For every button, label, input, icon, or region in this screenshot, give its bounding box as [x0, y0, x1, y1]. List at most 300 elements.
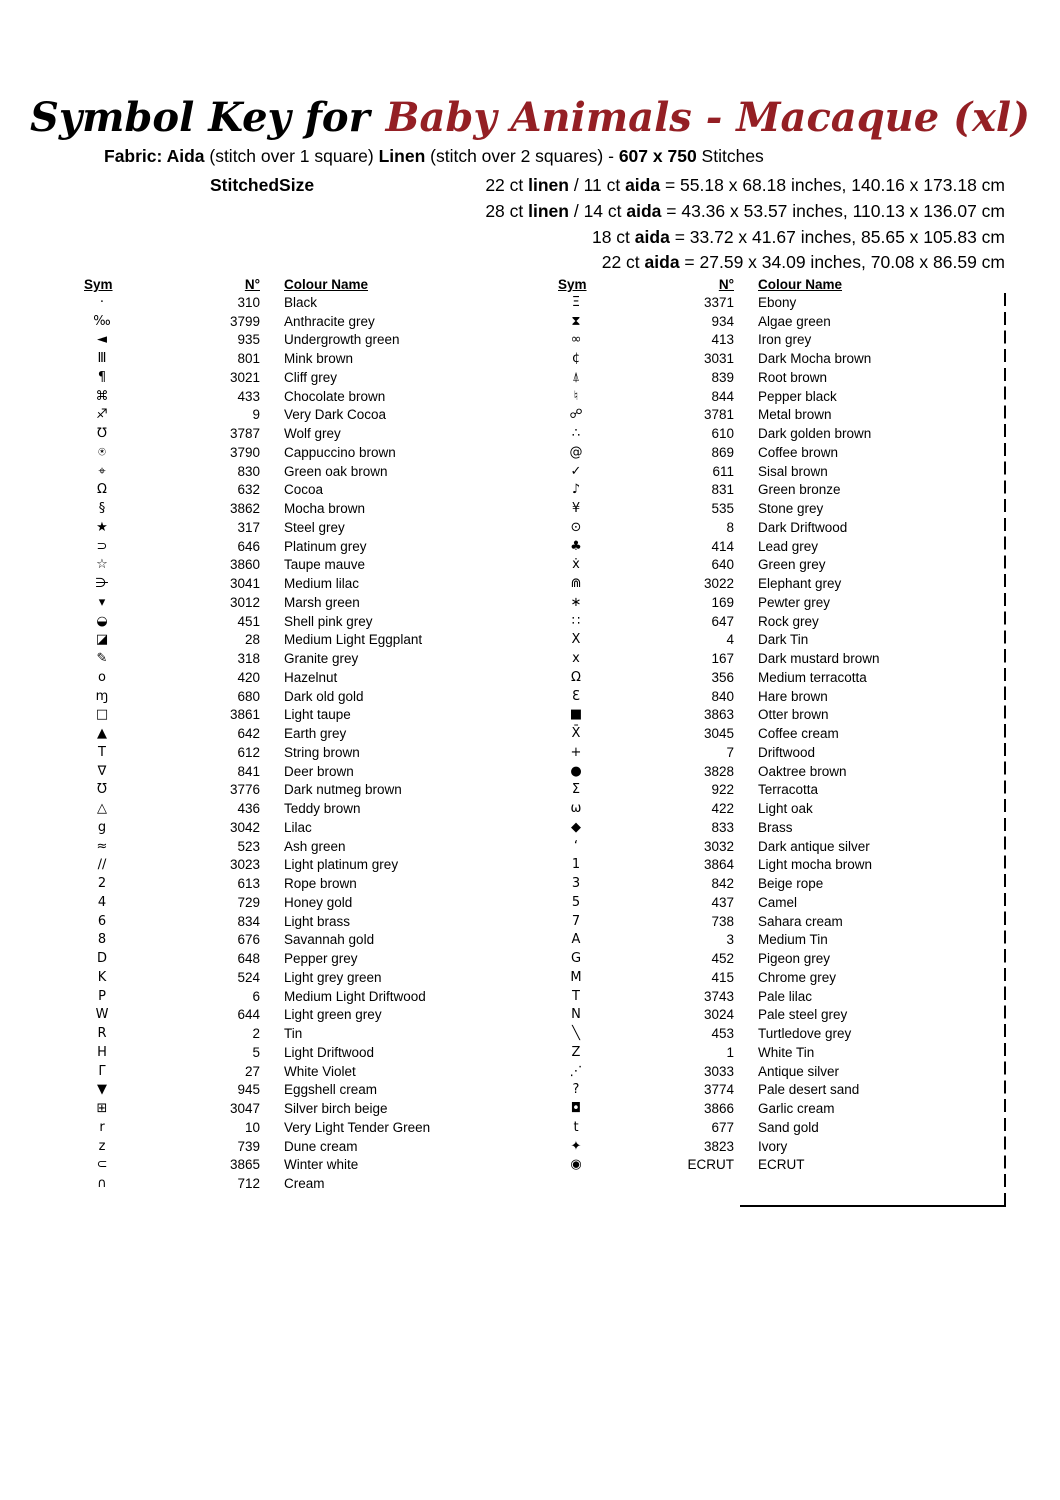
colour-name-cell: Cream — [284, 1176, 325, 1192]
key-row — [558, 312, 958, 331]
key-row — [84, 1174, 484, 1193]
colour-name-cell: Teddy brown — [284, 801, 361, 817]
colour-name-cell: Coffee cream — [758, 726, 839, 742]
symbol-cell: ✦ — [570, 1138, 582, 1154]
number-cell: 833 — [711, 819, 734, 835]
number-cell: 413 — [711, 332, 734, 348]
key-row — [84, 912, 484, 931]
colour-name-cell: Medium Light Driftwood — [284, 988, 426, 1004]
symbol-cell: ∞ — [570, 332, 582, 348]
colour-name-cell: Dark golden brown — [758, 426, 872, 442]
key-row — [558, 1006, 958, 1025]
colour-name-header: Colour Name — [284, 277, 369, 292]
number-cell: 436 — [237, 801, 260, 817]
page-title — [0, 94, 1060, 141]
key-row — [558, 556, 958, 575]
number-cell: 3864 — [703, 857, 734, 873]
symbol-cell: ◘ — [570, 1101, 582, 1117]
colour-name-cell: Cocoa — [284, 482, 324, 498]
number-cell: 3828 — [703, 763, 734, 779]
key-row — [84, 518, 484, 537]
number-cell: 318 — [237, 651, 260, 667]
key-row — [558, 668, 958, 687]
stitched-size-segment: 28 ct — [485, 200, 529, 221]
table-bottom-border — [740, 1205, 1006, 1207]
symbol-cell: 7 — [571, 913, 581, 929]
number-cell: 9 — [252, 407, 260, 423]
symbol-cell: ω — [570, 801, 582, 817]
colour-name-cell: Pepper black — [758, 388, 837, 404]
symbol-cell: ∩ — [97, 1176, 107, 1192]
key-row — [558, 856, 958, 875]
key-row — [84, 987, 484, 1006]
symbol-cell: Ʊ — [97, 782, 107, 798]
number-cell: 945 — [237, 1082, 260, 1098]
symbol-cell: ◆ — [571, 819, 581, 835]
colour-name-cell: Winter white — [284, 1157, 359, 1173]
number-cell: 3031 — [703, 351, 734, 367]
number-cell: 613 — [237, 876, 260, 892]
key-row — [84, 856, 484, 875]
colour-name-cell: Black — [284, 294, 318, 310]
number-cell: 3032 — [703, 838, 734, 854]
symbol-cell: Ɛ — [572, 688, 580, 704]
colour-name-cell: Green grey — [758, 557, 826, 573]
key-row — [558, 949, 958, 968]
colour-name-cell: Shell pink grey — [284, 613, 373, 629]
symbol-cell: ⊙ — [570, 519, 582, 535]
colour-name-cell: Platinum grey — [284, 538, 367, 554]
colour-name-cell: Light green grey — [284, 1007, 382, 1023]
colour-name-cell: Elephant grey — [758, 576, 842, 592]
title-prefix: Symbol Key for — [29, 94, 370, 141]
number-cell: 28 — [244, 632, 260, 648]
stitched-size-segment: linen — [528, 200, 569, 221]
symbol-cell: ✓ — [570, 463, 582, 479]
symbol-cell: ▾ — [98, 594, 106, 610]
colour-name-cell: Savannah gold — [284, 932, 375, 948]
colour-name-cell: Chocolate brown — [284, 388, 386, 404]
colour-name-cell: Wolf grey — [284, 426, 341, 442]
number-cell: 3865 — [229, 1157, 260, 1173]
number-cell: 7 — [726, 744, 734, 760]
number-cell: 642 — [237, 726, 260, 742]
symbol-cell: 6 — [97, 913, 107, 929]
number-cell: 317 — [237, 519, 260, 535]
symbol-cell: X̄ — [571, 726, 581, 742]
key-row — [84, 387, 484, 406]
key-row — [84, 424, 484, 443]
key-row — [558, 612, 958, 631]
key-row — [84, 406, 484, 425]
colour-name-cell: Iron grey — [758, 332, 812, 348]
symbol-cell: □ — [95, 707, 109, 723]
key-row — [558, 968, 958, 987]
symbol-cell: H — [97, 1044, 107, 1060]
colour-name-cell: Pale desert sand — [758, 1082, 860, 1098]
symbol-cell: ● — [570, 763, 582, 779]
key-row — [84, 1062, 484, 1081]
key-row — [558, 518, 958, 537]
symbol-cell: 5 — [571, 894, 581, 910]
number-cell: 632 — [237, 482, 260, 498]
number-cell: 2 — [252, 1026, 260, 1042]
key-row — [84, 462, 484, 481]
colour-name-cell: Turtledove grey — [758, 1026, 852, 1042]
symbol-cell: Ⅹ — [571, 632, 581, 648]
symbol-cell: ɱ — [95, 688, 109, 704]
key-row — [558, 781, 958, 800]
key-row — [84, 837, 484, 856]
symbol-cell: N — [571, 1007, 581, 1023]
colour-name-cell: Brass — [758, 819, 793, 835]
colour-name-cell: Dune cream — [284, 1138, 358, 1154]
symbol-cell: ∗ — [570, 594, 582, 610]
colour-name-cell: Mocha brown — [284, 501, 366, 517]
colour-name-cell: Hare brown — [758, 688, 828, 704]
stitched-size-segment: = 55.18 x 68.18 inches, 140.16 x 173.18 cm — [660, 175, 1005, 195]
fabric-segment: 607 x 750 — [618, 146, 697, 166]
key-row — [558, 293, 958, 312]
key-row — [84, 968, 484, 987]
symbol-cell: x — [572, 651, 580, 667]
key-row — [558, 1024, 958, 1043]
symbol-cell: T — [572, 988, 580, 1004]
key-row — [84, 1156, 484, 1175]
symbol-cell: ◉ — [570, 1157, 582, 1173]
number-cell: 3863 — [703, 707, 734, 723]
number-cell: 437 — [711, 894, 734, 910]
colour-name-cell: Medium terracotta — [758, 669, 867, 685]
symbol-cell: ☆ — [96, 557, 108, 573]
symbol-cell: ‘ — [573, 838, 579, 854]
symbol-cell: P — [98, 988, 106, 1004]
number-cell: 6 — [252, 988, 260, 1004]
symbol-cell: D — [96, 951, 107, 967]
colour-name-cell: Light grey green — [284, 969, 382, 985]
stitched-size-line-4 — [485, 250, 1005, 276]
colour-name-cell: Green oak brown — [284, 463, 388, 479]
colour-name-cell: Antique silver — [758, 1063, 840, 1079]
key-row — [558, 631, 958, 650]
colour-name-cell: Sand gold — [758, 1119, 819, 1135]
number-cell: 841 — [237, 763, 260, 779]
key-row — [558, 481, 958, 500]
number-cell: 8 — [726, 519, 734, 535]
key-row — [558, 1156, 958, 1175]
symbol-cell: ╲ — [572, 1026, 580, 1042]
key-row — [558, 706, 958, 725]
key-row — [558, 1137, 958, 1156]
symbol-cell: o — [98, 669, 106, 685]
colour-name-cell: Silver birch beige — [284, 1101, 388, 1117]
key-row — [558, 368, 958, 387]
colour-name-cell: Sahara cream — [758, 913, 843, 929]
symbol-cell: Γ — [98, 1063, 106, 1079]
number-cell: 169 — [711, 594, 734, 610]
key-row — [558, 1081, 958, 1100]
stitched-size-segment: 18 ct — [591, 226, 635, 247]
number-cell: 10 — [244, 1119, 260, 1135]
colour-name-cell: Oaktree brown — [758, 763, 847, 779]
number-cell: 3776 — [229, 782, 260, 798]
number-cell: 934 — [711, 313, 734, 329]
colour-name-cell: Hazelnut — [284, 669, 338, 685]
key-row — [84, 537, 484, 556]
number-cell: 415 — [711, 969, 734, 985]
colour-name-cell: Pigeon grey — [758, 951, 831, 967]
symbol-cell: Ω — [571, 669, 581, 685]
symbol-cell: ? — [572, 1082, 580, 1098]
colour-name-cell: Lilac — [284, 819, 312, 835]
symbol-cell: A — [571, 932, 581, 948]
key-header-row — [558, 276, 958, 293]
symbol-cell: M — [570, 969, 582, 985]
colour-name-cell: Pepper grey — [284, 951, 358, 967]
symbol-cell: △ — [97, 801, 107, 817]
key-row — [84, 1043, 484, 1062]
symbol-cell: ◪ — [95, 632, 109, 648]
stitched-size-segment: 22 ct — [485, 175, 529, 195]
key-row — [84, 818, 484, 837]
number-cell: 4 — [726, 632, 734, 648]
colour-name-cell: Very Light Tender Green — [284, 1119, 431, 1135]
key-row — [84, 1118, 484, 1137]
key-row — [84, 593, 484, 612]
number-cell: 640 — [711, 557, 734, 573]
number-cell: 844 — [711, 388, 734, 404]
key-row — [84, 949, 484, 968]
symbol-cell: ‰ — [93, 313, 111, 329]
number-cell: 839 — [711, 369, 734, 385]
key-row — [558, 387, 958, 406]
colour-name-cell: Tin — [284, 1026, 303, 1042]
key-row — [84, 1137, 484, 1156]
number-cell: 830 — [237, 463, 260, 479]
colour-name-cell: Otter brown — [758, 707, 829, 723]
stitched-size-lines — [485, 173, 1005, 276]
colour-name-cell: Pale lilac — [758, 988, 813, 1004]
colour-name-cell: Coffee brown — [758, 444, 839, 460]
sym-header: Sym — [558, 276, 587, 292]
colour-name-cell: Sisal brown — [758, 463, 828, 479]
key-row — [84, 1099, 484, 1118]
key-row — [84, 649, 484, 668]
fabric-segment: (stitch over 1 square) — [204, 146, 379, 166]
symbol-cell: ♪ — [571, 482, 581, 498]
key-row — [558, 799, 958, 818]
symbol-cell: ◒ — [96, 613, 108, 629]
symbol-cell: 3 — [571, 876, 581, 892]
colour-name-cell: Very Dark Cocoa — [284, 407, 387, 423]
colour-name-cell: Marsh green — [284, 594, 360, 610]
number-cell: 3790 — [229, 444, 260, 460]
colour-name-cell: Chrome grey — [758, 969, 837, 985]
number-cell: 842 — [711, 876, 734, 892]
colour-name-cell: Deer brown — [284, 763, 354, 779]
symbol-cell: T — [98, 744, 106, 760]
symbol-cell: ♮ — [573, 388, 579, 404]
colour-name-cell: Eggshell cream — [284, 1082, 378, 1098]
colour-name-cell: Cappuccino brown — [284, 444, 396, 460]
number-cell: 3022 — [703, 576, 734, 592]
key-row — [84, 349, 484, 368]
number-cell: 677 — [711, 1119, 734, 1135]
number-cell: 3021 — [229, 369, 260, 385]
key-row — [84, 874, 484, 893]
number-cell: 612 — [237, 744, 260, 760]
colour-name-cell: White Tin — [758, 1044, 815, 1060]
key-row — [84, 1024, 484, 1043]
fabric-segment: Fabric: — [104, 146, 167, 166]
colour-name-cell: Pale steel grey — [758, 1007, 848, 1023]
symbol-cell: ♐ — [96, 407, 108, 423]
number-cell: 647 — [711, 613, 734, 629]
symbol-cell: K — [97, 969, 107, 985]
colour-name-cell: Dark antique silver — [758, 838, 870, 854]
colour-name-cell: Light taupe — [284, 707, 351, 723]
key-row — [558, 931, 958, 950]
colour-name-cell: Rope brown — [284, 876, 357, 892]
colour-name-cell: Ivory — [758, 1138, 788, 1154]
number-cell: 739 — [237, 1138, 260, 1154]
fabric-segment: (stitch over 2 squares) - — [425, 146, 619, 166]
key-row — [84, 631, 484, 650]
key-row — [84, 293, 484, 312]
key-row — [558, 837, 958, 856]
colour-name-cell: Metal brown — [758, 407, 832, 423]
stitched-size-segment: aida — [626, 200, 662, 221]
colour-name-cell: Algae green — [758, 313, 831, 329]
symbol-cell: g — [97, 819, 107, 835]
colour-name-cell: White Violet — [284, 1063, 356, 1079]
key-row — [558, 818, 958, 837]
key-row — [84, 706, 484, 725]
number-cell: 3866 — [703, 1101, 734, 1117]
key-row — [84, 1006, 484, 1025]
colour-name-cell: Medium Light Eggplant — [284, 632, 423, 648]
key-row — [558, 1043, 958, 1062]
symbol-cell: ⊃ — [96, 538, 108, 554]
key-row — [558, 687, 958, 706]
number-cell: 644 — [237, 1007, 260, 1023]
sym-header: Sym — [84, 276, 113, 292]
symbol-cell: ⧗ — [571, 313, 581, 329]
symbol-cell: Ω — [97, 482, 107, 498]
key-row — [558, 462, 958, 481]
number-cell: 3774 — [703, 1082, 734, 1098]
number-header: N° — [244, 277, 260, 292]
stitched-size-segment: = 43.36 x 53.57 inches, 110.13 x 136.07 cm — [661, 200, 1005, 221]
key-row — [84, 499, 484, 518]
colour-name-cell: Ebony — [758, 294, 797, 310]
symbol-cell: R — [97, 1026, 107, 1042]
number-cell: 3787 — [229, 426, 260, 442]
stitched-size-line-3 — [485, 225, 1005, 251]
symbol-cell: ⋰ — [569, 1063, 583, 1079]
colour-name-cell: ECRUT — [758, 1157, 805, 1173]
symbol-cell: ⊂ — [96, 1157, 108, 1173]
number-cell: 3024 — [703, 1007, 734, 1023]
number-cell: 523 — [237, 838, 260, 854]
number-cell: 356 — [711, 669, 734, 685]
colour-name-cell: Light platinum grey — [284, 857, 399, 873]
number-cell: 414 — [711, 538, 734, 554]
colour-name-cell: Taupe mauve — [284, 557, 366, 573]
number-cell: 524 — [237, 969, 260, 985]
number-header: N° — [718, 277, 734, 292]
number-cell: 452 — [711, 951, 734, 967]
key-row — [558, 424, 958, 443]
key-row — [84, 331, 484, 350]
number-cell: 834 — [237, 913, 260, 929]
symbol-cell: ≈ — [96, 838, 108, 854]
colour-name-cell: Anthracite grey — [284, 313, 375, 329]
number-cell: 3041 — [229, 576, 260, 592]
colour-name-cell: Dark Mocha brown — [758, 351, 872, 367]
colour-name-cell: Driftwood — [758, 744, 816, 760]
key-row — [84, 312, 484, 331]
symbol-cell: G — [570, 951, 582, 967]
key-row — [84, 481, 484, 500]
colour-name-cell: Granite grey — [284, 651, 359, 667]
symbol-cell: § — [98, 501, 106, 517]
stitched-size-segment: 22 ct — [601, 252, 645, 273]
key-row — [558, 1118, 958, 1137]
symbol-cell: Σ — [571, 782, 581, 798]
key-row — [84, 556, 484, 575]
stitched-size-segment: = 27.59 x 34.09 inches, 70.08 x 86.59 cm — [679, 252, 1005, 273]
colour-name-cell: Light oak — [758, 801, 813, 817]
key-row — [84, 724, 484, 743]
stitched-size-segment: linen — [528, 175, 569, 195]
number-cell: 3862 — [229, 501, 260, 517]
symbol-cell: 4 — [97, 894, 107, 910]
number-cell: 3012 — [229, 594, 260, 610]
colour-name-cell: Mink brown — [284, 351, 354, 367]
symbol-cell: ⍋ — [572, 369, 580, 385]
colour-name-cell: Cliff grey — [284, 369, 338, 385]
stitched-size-line-2 — [485, 199, 1005, 225]
number-cell: 676 — [237, 932, 260, 948]
symbol-cell: ⋺ — [95, 576, 109, 592]
number-cell: 5 — [252, 1044, 260, 1060]
key-row — [558, 649, 958, 668]
stitched-size-segment: / 11 ct — [568, 175, 626, 195]
colour-name-cell: Root brown — [758, 369, 828, 385]
key-row — [558, 912, 958, 931]
symbol-cell: ⊞ — [96, 1101, 108, 1117]
number-cell: 610 — [711, 426, 734, 442]
key-row — [558, 537, 958, 556]
colour-name-cell: Light Driftwood — [284, 1044, 375, 1060]
key-row — [558, 762, 958, 781]
colour-name-cell: Camel — [758, 894, 798, 910]
number-cell: 3023 — [229, 857, 260, 873]
title-pattern-name: Baby Animals - Macaque (xl) — [385, 94, 1031, 141]
number-cell: 712 — [237, 1176, 260, 1192]
colour-name-cell: String brown — [284, 744, 360, 760]
key-row — [558, 499, 958, 518]
colour-name-cell: Earth grey — [284, 726, 347, 742]
number-cell: 3371 — [703, 294, 734, 310]
symbol-cell: Z — [571, 1044, 581, 1060]
colour-name-cell: Dark old gold — [284, 688, 364, 704]
colour-name-cell: Pewter grey — [758, 594, 831, 610]
symbol-cell: ☍ — [569, 407, 583, 423]
fabric-segment: Aida — [166, 146, 205, 166]
number-cell: 801 — [237, 351, 260, 367]
